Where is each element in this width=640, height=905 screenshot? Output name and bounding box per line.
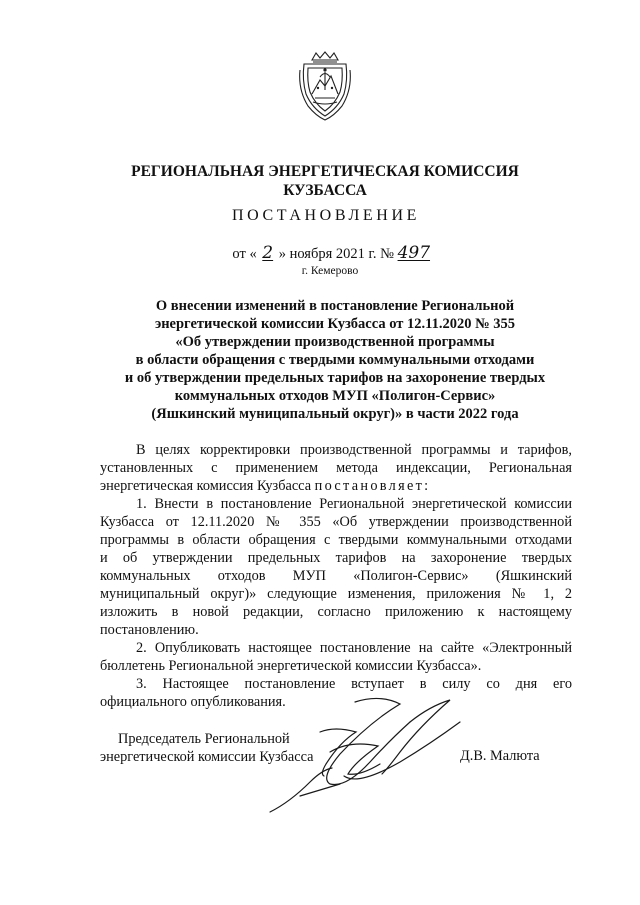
body-line: В целях корректировки производственной программы и тарифов, [136, 442, 572, 458]
body-line: Кузбасса от 12.11.2020 № 355 «Об утверждении производственной [100, 514, 572, 530]
title-line: О внесении изменений в постановление Региональной [155, 298, 515, 314]
date-day: 2 [262, 243, 274, 263]
body-line: программы в области обращения с твердыми коммунальными отходами [100, 532, 572, 548]
org-name-line1: РЕГИОНАЛЬНАЯ ЭНЕРГЕТИЧЕСКАЯ КОМИССИЯ [131, 163, 519, 180]
document-type: ПОСТАНОВЛЕНИЕ [232, 207, 420, 224]
body-line [100, 477, 572, 495]
body-line: изложить в новой редакции, согласно приложению к настоящему [100, 604, 572, 620]
title-line: (Яшкинский муниципальный округ)» в части 2022 года [151, 406, 519, 422]
signatory-name: Д.В. Малюта [460, 748, 540, 764]
date-prefix: от « [232, 246, 257, 262]
title-line: и об утверждении предельных тарифов на захоронение твердых [124, 370, 546, 386]
document-number: 497 [397, 243, 431, 263]
body-line: 2. Опубликовать настоящее постановление на сайте «Электронный [136, 640, 572, 656]
body-line: 1. Внести в постановление Региональной энергетической комиссии [136, 496, 572, 512]
body-line: и об утверждении предельных тарифов на захоронение твердых [100, 550, 572, 566]
date-line [0, 243, 640, 263]
org-name-line2: КУЗБАССА [283, 182, 367, 199]
title-line: «Об утверждении производственной программы [175, 334, 495, 350]
city: г. Кемерово [301, 265, 359, 277]
handwritten-signature-icon [260, 692, 470, 817]
body-line: установленных с применением метода индексации, Региональная [100, 460, 572, 476]
body-line: муниципальный округ)» следующие изменения, приложения № 1, 2 [100, 586, 572, 602]
body-line: 3. Настоящее постановление вступает в силу со дня его [136, 676, 572, 692]
body-line: бюллетень Региональной энергетической комиссии Кузбасса». [100, 658, 482, 674]
title-line: энергетической комиссии Кузбасса от 12.11.2020 № 355 [154, 316, 516, 332]
signatory-position-line2: энергетической комиссии Кузбасса [100, 749, 314, 765]
signatory-position-line1: Председатель Региональной [118, 731, 290, 747]
title-line: в области обращения с твердыми коммунальными отходами [135, 352, 535, 368]
title-line: коммунальных отходов МУП «Полигон-Сервис» [174, 388, 496, 404]
coat-of-arms-icon [298, 50, 352, 122]
body-text: энергетическая комиссия Кузбасса [100, 478, 312, 494]
date-month-year: » ноября 2021 г. № [278, 246, 394, 262]
body-line: коммунальных отходов МУП «Полигон-Сервис» (Яшкинский [100, 568, 572, 584]
body-line: официального опубликования. [100, 694, 286, 710]
body-line: постановлению. [100, 622, 199, 638]
resolution-word: постановляет: [314, 478, 431, 494]
